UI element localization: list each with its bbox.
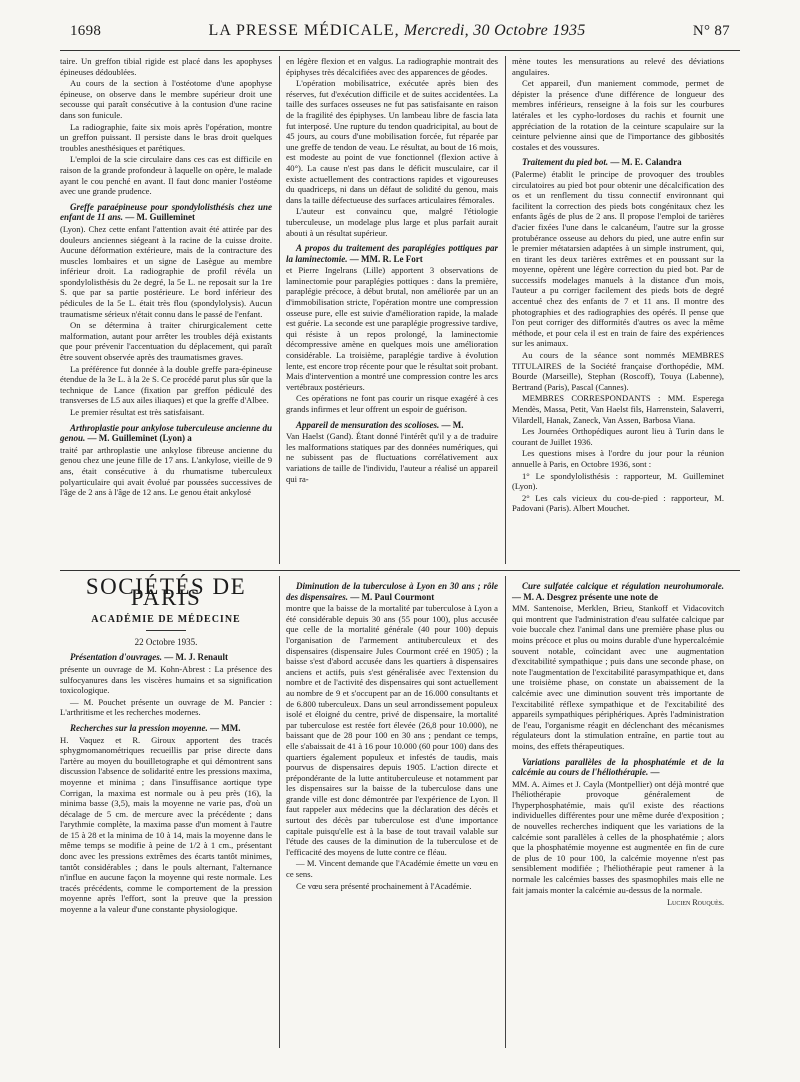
article-title: Arthroplastie pour ankylose tuberculeuse ancienne du genou. <box>60 422 272 444</box>
paragraph: (Palerme) établit le principe de provoquer des troubles circulatoires au pied bot pour obtenir une décalcification des os et un renflement du tissu connectif environnant qui facilitent la correction des pieds bots congénitaux chez les enfants âgés de plus de 2 ans. Il propose l'emploi de tarières d'acier fixées l'une dans le calcanéum, l'autre sur la grosse protubérance osseuse au dehors du pied, une autre enfin sur le premier métatarsien adaptées à un simple instrument, qui, en tirant les deux tarières extrêmes et en poussant sur la moyenne, opèrent une légère correction du pied bot. Par de successifs modelages manuels à la distance d'un mois, l'auteur a pu corriger facilement des pieds bots de degré accentué chez des enfants de 7 et 11 ans. Il montre des photographies et des radiographies des opérés. Il pense que l'on peut corriger des difformités d'autres os avec la même méthode, et pour cela il est en train de faire des expériences sur les animaux. <box>512 168 724 349</box>
article-heading <box>512 157 724 168</box>
page-number: 1698 <box>70 23 102 39</box>
paragraph: MM. A. Aimes et J. Cayla (Montpellier) ont déjà montré que l'héliothérapie provoque généralement de l'hyperphosphatémie, mais qu'il existe des réactions individuelles différentes pour une même durée d'exposition ; de nouvelles recherches indiquent que les variations de la calcémie sont parallèles à celles de la phosphatémie ; alors que la phosphatémie moyenne est augmentée en fin de cure de plus de 10 pour 100, la calcémie moyenne n'est pas sensiblement modifiée ; l'héliothérapie peut ramener à la normale les calcémies basses des spasmophiles mais elle ne fait jamais monter la calcémie au-dessus de la normale. <box>512 778 724 895</box>
article-heading <box>60 423 272 444</box>
article-author: — M. <box>441 419 464 430</box>
paragraph: 2° Les cals vicieux du cou-de-pied : rapporteur, M. Padovani (Paris). Albert Mouchet. <box>512 492 724 514</box>
article-author: — M. A. Desgrez présente une note de <box>512 591 659 602</box>
issue-date: Mercredi, 30 Octobre 1935 <box>403 22 586 39</box>
column-divider <box>279 576 280 1048</box>
bottom-column-3 <box>512 576 724 909</box>
paragraph: Cet appareil, d'un maniement commode, permet de dépister la présence d'une différence de longueur des membres inférieurs, renseigne à la fois sur les courbures latérales et les cypho-lordoses du rachis et fournit une appréciation de la rotation de la ceinture scapulaire sur la ceinture pelvienne ainsi que de l'importance des gibbosités costales et des voussures. <box>512 78 724 152</box>
article-heading <box>512 757 724 778</box>
paragraph: mène toutes les mensurations au relevé des déviations angulaires. <box>512 56 724 77</box>
heading-rule <box>146 630 186 631</box>
issue-number: N° 87 <box>692 23 730 39</box>
section-title: SOCIÉTÉS DE PARIS <box>85 574 247 610</box>
header-rule <box>60 50 740 51</box>
paragraph: Ces opérations ne font pas courir un risque exagéré à ces grands infirmes et leur offrent un espoir de guérison. <box>286 393 498 414</box>
paragraph: Les questions mises à l'ordre du jour pour la réunion annuelle à Paris, en Octobre 1936, sont : <box>512 448 724 469</box>
paragraph: traité par arthroplastie une ankylose fibreuse ancienne du genou chez une jeune fille de 17 ans. L'ankylose, vieille de 9 ans, était consécutive à du rhumatisme tuberculeux polyarticulaire qui avait évolué par poussées successives de l'âge de 2 ans à l'âge de 12 ans. Le genou était ankylosé <box>60 444 272 498</box>
article-title: Greffe paraépineuse pour spondylolisthésis chez une enfant de 11 ans. <box>60 201 272 223</box>
paragraph: en légère flexion et en valgus. La radiographie montrait des épiphyses très décalcifiées avec des apparences de géodes. <box>286 56 498 77</box>
article-author: — M. Guilleminet (Lyon) a <box>87 433 192 444</box>
article-author: — MM. <box>210 722 241 733</box>
article-heading <box>60 652 272 663</box>
article-title: Cure sulfatée calcique et régulation neurohumorale. <box>522 581 724 591</box>
session-date: 22 Octobre 1935. <box>134 636 198 647</box>
paragraph: On se détermina à traiter chirurgicalement cette malformation, autant pour arrêter les troubles déjà existants que pour prévenir l'accentuation du déplacement, qui paraît être souvent observée après des traumatismes graves. <box>60 320 272 363</box>
paragraph: Ce vœu sera présenté prochainement à l'Académie. <box>296 880 472 891</box>
page-header <box>70 22 730 46</box>
article-heading <box>286 420 498 431</box>
paragraph: — M. Pouchet présente un ouvrage de M. Pancier : L'arthritisme et les recherches modernes. <box>60 696 272 718</box>
article-title: A propos du traitement des paraplégies pottiques par la laminectomie. <box>286 243 498 264</box>
article-author: — M. Paul Courmont <box>350 591 435 602</box>
section-rule <box>60 570 740 571</box>
paragraph: montre que la baisse de la mortalité par tuberculose à Lyon a été considérable depuis 30 ans (55 pour 100), plus accusée que celle de la mortalité générale (40 pour 100) depuis l'organisation de l'armement antituberculeux et des dispensaires (dispensaire Jules Courmont créé en 1905) ; la baisse s'est d'abord accusée dans les quartiers à dispensaires anciens et actifs, puis s'est généralisée avec l'extension du nombre et de l'activité des dispensaires qui sont actuellement au nombre de 9 et s'occupent par an de 16.000 consultants et de 6.800 tuberculeux. Dans un seul arrondissement populeux isolé et éloigné du centre, privé de dispensaire, la mortalité par tuberculose est restée fort élevée (26,8 pour 10.000), ne baissant que de 28 pour 100 en 30 ans ; pendant ce temps, elle s'abaissait de 41 à 16 pour 10.000 (60 pour 100) dans des quartiers également populeux et infestés de taudis, mais pourvus de dispensaires depuis 1905. L'action directe et prépondérante de la lutte antituberculeuse et notamment par les dispensaires sur la baisse de la tuberculose dans une grande ville est donc démontrée par l'expérience de Lyon. Il faut rappeler aux médecins que la déclaration des décès et surtout des décès par tuberculose est d'une importance capitale puisqu'elle est à la base de tout travail valable sur l'étude des causes de la diminution de la tuberculose et de l'efficacité des moyens de lutte contre ce fléau. <box>286 603 498 857</box>
article-title: Variations parallèles de la phosphatémie et de la calcémie au cours de l'héliothérapie. <box>512 756 724 778</box>
article-title: Traitement du pied bot. <box>522 157 609 168</box>
bottom-column-1 <box>60 576 272 916</box>
journal-name: LA PRESSE MÉDICALE, <box>208 22 400 39</box>
paragraph: Au cours de la séance sont nommés MEMBRES TITULAIRES de la Société française d'orthopédie, MM. Bourde (Marseille), Stephan (Roscoff), Touya (Labenne), Bertrand (Paris), Pascal (Cannes). <box>512 350 724 392</box>
paragraph: — M. Vincent demande que l'Académie émette un vœu en ce sens. <box>286 858 498 880</box>
paragraph: Le premier résultat est très satisfaisant. <box>70 407 205 417</box>
article-author: — M. E. Calandra <box>610 157 682 168</box>
journal-title <box>209 22 586 40</box>
article-author: — <box>650 767 660 778</box>
column-divider <box>505 56 506 564</box>
paragraph: La préférence fut donnée à la double greffe para-épineuse étendue de la 3e L. à la 2e S. Ce procédé parut plus sûr que la technique de Lance (fixation par greffon pédiculé des transverses de L5 aux ailes iliaques) et que la greffe d'Albee. <box>60 363 272 406</box>
article-heading <box>60 723 272 734</box>
bottom-column-3-body <box>512 581 724 895</box>
bottom-column-2 <box>286 576 498 892</box>
article-heading <box>60 202 272 223</box>
article-title: Présentation d'ouvrages. <box>70 652 163 663</box>
article-title: Recherches sur la pression moyenne. <box>70 722 208 733</box>
article-author: — MM. R. Le Fort <box>349 253 423 264</box>
paragraph: Les Journées Orthopédiques auront lieu à Turin dans le courant de Juillet 1936. <box>512 426 724 447</box>
top-column-3 <box>512 56 724 515</box>
article-heading <box>512 581 724 602</box>
article-heading <box>286 581 498 602</box>
signature: Lucien Rouquès. <box>667 898 724 908</box>
top-column-2 <box>286 56 498 485</box>
paragraph: MEMBRES CORRESPONDANTS : MM. Esperega Mendès, Massa, Petit, Van Haelst fils, Harrenstein, Salaverri, Vilardell, Hanak, Zaneck, Van Assen, Barbosa Viana. <box>512 393 724 425</box>
paragraph: L'emploi de la scie circulaire dans ces cas est difficile en raison de la grande profondeur à laquelle on opère, le malade ayant le cou penché en avant. Il faut donc manier l'ostéome avec une grande prudence. <box>60 154 272 197</box>
academy-heading: ACADÉMIE DE MÉDECINE <box>91 614 241 626</box>
bottom-column-1-body <box>60 652 272 914</box>
paragraph: taire. Un greffon tibial rigide est placé dans les apophyses épineuses dédoublées. <box>60 56 272 77</box>
paragraph: (Lyon). Chez cette enfant l'attention avait été attirée par des douleurs anciennes siégeant à la racine de la cuisse droite. Aucune déformation extérieure, mais de la contracture des muscles lombaires et un signe de Lasègue au membre inférieur droit. La radiographie de profil révéla un spondylolisthésis du 2e degré, la 5e L. ne reposait sur la 1re S. que par sa partie postérieure. Le bord inférieur des pédicules de la 5e L. était très flou (spondylolysis). Aucun traumatisme sérieux n'était connu dans le passé de l'enfant. <box>60 223 272 319</box>
paragraph: La radiographie, faite six mois après l'opération, montre un greffon puissant. Il persiste dans le bras droit quelques troubles anesthésiques et parétiques. <box>60 121 272 153</box>
column-divider <box>279 56 280 564</box>
article-heading <box>286 243 498 264</box>
paragraph: et Pierre Ingelrans (Lille) apportent 3 observations de laminectomie pour paraplégies pottiques : dans la première, paraplégie précoce, à début brutal, non améliorée par un an d'immobilisation stricte, l'opération montre une compression osseuse pure, elle est suivie d'amélioration rapide, la malade est guérie. La seconde est une paraplégie progressive tardive, qui résiste à un repos prolongé, la laminectomie décompressive amène en quelques mois une amélioration considérable. La troisième, paraplégie tardive à évolution lente, est encore trop récente pour que le résultat soit probant. Mais d'intervention a montré une compression contre les arcs vertébraux postérieurs. <box>286 265 498 392</box>
article-author: — M. Guilleminet <box>125 212 196 223</box>
paragraph: présente un ouvrage de M. Kohn-Abrest : La présence des sulfocyanures dans les viscères humains et sa signification toxicologique. <box>60 663 272 696</box>
article-title: Appareil de mensuration des scolioses. <box>296 419 440 430</box>
column-divider <box>505 576 506 1048</box>
paragraph: L'opération mobilisatrice, exécutée après bien des réserves, fut d'exécution difficile et de suites accidentées. La taille des surfaces osseuses ne fut pas satisfaisante en raison de la fragilité des épiphyses. Un lambeau libre de fascia lata fut interposé. Une rupture du tendon quadricipital, au bout de 45 jours, au cours d'une mobilisation forcée, fut réparée par une greffe de tendon de veau. Le résultat, au bout de 16 mois, est modeste au point de vue fonctionnel (flexion active à 40°). La cause n'est pas dans le déficit musculaire, car il existe actuellement des contractions rapides et vigoureuses du quadriceps, ni dans un défaut de solidité du genou, mais dans la taille défectueuse des surfaces articulaires fémorales. <box>286 78 498 205</box>
paragraph: 1° Le spondylolisthésis : rapporteur, M. Guilleminet (Lyon). <box>512 470 724 492</box>
article-title: Diminution de la tuberculose à Lyon en 30 ans ; rôle des dispensaires. <box>286 581 498 602</box>
paragraph: MM. Santenoise, Merklen, Brieu, Stankoff et Vidacovitch qui montrent que l'administration d'eau sulfatée calcique par voie buccale chez l'animal dans une première phase plus ou moins précoce et plus ou moins durable d'une hypercalcémie souvent notable, coïncidant avec une augmentation d'excitabilité sympathique ; puis dans une seconde phase, on note l'augmentation de l'excitabilité parasympathique et, dans une troisième phase, on constate un abaissement de la calcémie avec une diminution souvent très importante de l'excitabilité réflexe sympathique et de l'excitabilité des appareils sympathiques périphériques. Après l'administration de l'eau, l'organisme réagit en déclenchant des mécanismes régulateurs dont la stimulation entraîne, en partie tout au moins, des effets thérapeutiques. <box>512 603 724 751</box>
paragraph: Au cours de la section à l'ostéotome d'une apophyse épineuse, on observe dans le membre supérieur droit une secousse qui paraît consécutive à la contusion d'une racine dans son funicule. <box>60 78 272 120</box>
paragraph: Van Haelst (Gand). Étant donné l'intérêt qu'il y a de traduire les malformations statiques par des données numériques, qui ne subissent pas de fluctuations corrélativement aux variations de taille de l'individu, l'auteur a réalisé un appareil qui ra- <box>286 431 498 484</box>
paragraph: H. Vaquez et R. Giroux apportent des tracés sphygmomanométriques recueillis par prise directe dans l'artère au moyen du bouilletographe et qui démontrent sans discussion l'absence de solidarité entre les pressions maxima, moyenne et minima ; dans l'insuffisance aortique type Corrigan, la maxima est normale ou à peu près (16), la minima basse (3,5), mais la moyenne ne varie pas, d'où un décalage de 5 cm. de mercure avec la précédente ; dans l'arythmie complète, la maxima passe d'un moment à l'autre de 15 à 28 et la minima de 10 à 14, mais la moyenne dans le même temps se modifie à peine de 1/2 à 1 cm., présentant donc avec les pressions extrêmes des écarts tantôt minimes, tantôt considérables ; dans le pouls alternant, l'alternance n'influe en aucune façon la moyenne qui reste normale. Les tracés précédents, comme le comportement de la pression moyenne après l'effort, sont la preuve que la pression moyenne a la valeur d'une constante physiologique. <box>60 734 272 915</box>
article-author: — M. J. Renault <box>164 652 229 663</box>
paragraph: L'auteur est convaincu que, malgré l'étiologie tuberculeuse, un modelage plus large et plus parfait aurait abouti à un résultat supérieur. <box>286 206 498 238</box>
top-column-1 <box>60 56 272 499</box>
